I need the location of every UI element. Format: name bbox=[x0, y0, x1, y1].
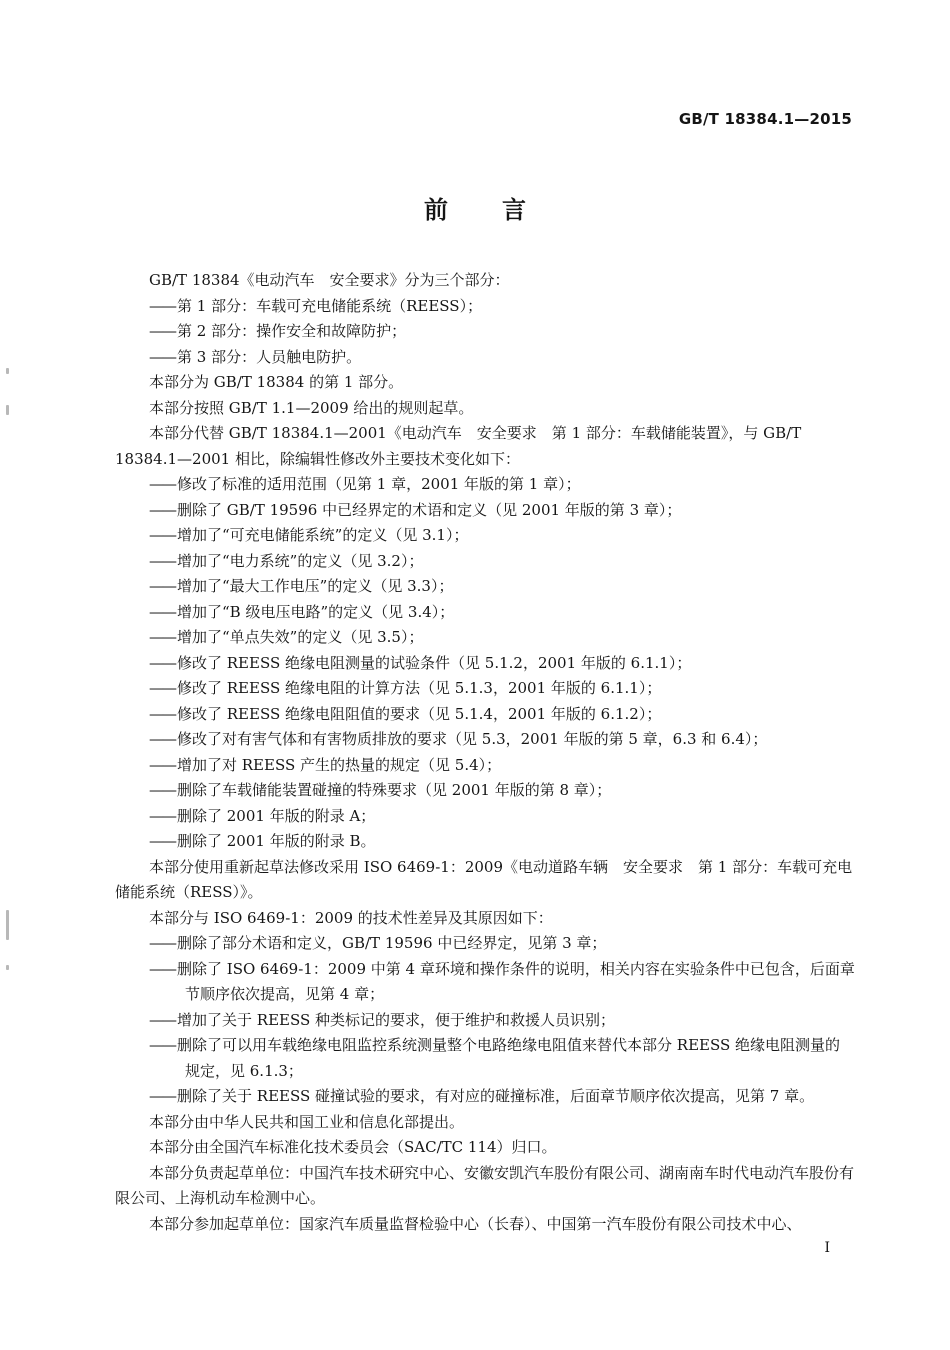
list-item: —— 修改了标准的适用范围（见第 1 章，2001 年版的第 1 章）； bbox=[115, 472, 855, 498]
list-item: —— 修改了 REESS 绝缘电阻测量的试验条件（见 5.1.2，2001 年版的 6.1.1）； bbox=[115, 651, 855, 677]
scan-artifact bbox=[6, 405, 9, 415]
list-item: —— 删除了 ISO 6469-1：2009 中第 4 章环境和操作条件的说明，相关内容在实验条件中已包含，后面章节顺序依次提高，见第 4 章； bbox=[115, 957, 855, 1008]
list-item: —— 删除了 2001 年版的附录 B。 bbox=[115, 829, 855, 855]
list-item: —— 删除了关于 REESS 碰撞试验的要求，有对应的碰撞标准，后面章节顺序依次提高，见第 7 章。 bbox=[115, 1084, 855, 1110]
scan-artifact bbox=[6, 910, 9, 940]
paragraph: 本部分与 ISO 6469-1：2009 的技术性差异及其原因如下： bbox=[149, 908, 553, 927]
list-item: —— 修改了 REESS 绝缘电阻的计算方法（见 5.1.3，2001 年版的 6.1.1）； bbox=[115, 676, 855, 702]
list-item: —— 增加了“单点失效”的定义（见 3.5）； bbox=[115, 625, 855, 651]
list-item: —— 修改了对有害气体和有害物质排放的要求（见 5.3，2001 年版的第 5 章，6.3 和 6.4）； bbox=[115, 727, 855, 753]
paragraph: 本部分使用重新起草法修改采用 ISO 6469-1：2009《电动道路车辆 安全要求 第 1 部分：车载可充电储能系统（RESS）》。 bbox=[115, 857, 853, 901]
paragraph: 本部分负责起草单位：中国汽车技术研究中心、安徽安凯汽车股份有限公司、湖南南车时代电动汽车股份有限公司、上海机动车检测中心。 bbox=[115, 1163, 855, 1207]
list-item: —— 增加了对 REESS 产生的热量的规定（见 5.4）； bbox=[115, 753, 855, 779]
scan-artifact bbox=[6, 965, 9, 970]
page-number: I bbox=[824, 1240, 830, 1256]
title-char: 前 bbox=[424, 196, 448, 224]
list-item: —— 增加了“电力系统”的定义（见 3.2）； bbox=[115, 549, 855, 575]
list-item: —— 修改了 REESS 绝缘电阻阻值的要求（见 5.1.4，2001 年版的 6.1.2）； bbox=[115, 702, 855, 728]
list-item: —— 增加了关于 REESS 种类标记的要求，便于维护和救援人员识别； bbox=[115, 1008, 855, 1034]
paragraph: 本部分按照 GB/T 1.1—2009 给出的规则起草。 bbox=[149, 398, 474, 417]
title-char: 言 bbox=[502, 196, 526, 224]
list-item: —— 第 3 部分：人员触电防护。 bbox=[115, 345, 855, 371]
paragraph: GB/T 18384《电动汽车 安全要求》分为三个部分： bbox=[149, 271, 510, 289]
list-item: —— 删除了部分术语和定义，GB/T 19596 中已经界定，见第 3 章； bbox=[115, 931, 855, 957]
list-item: —— 删除了车载储能装置碰撞的特殊要求（见 2001 年版的第 8 章）； bbox=[115, 778, 855, 804]
page-title bbox=[0, 190, 950, 225]
list-item: —— 删除了 2001 年版的附录 A； bbox=[115, 804, 855, 830]
list-item: —— 第 2 部分：操作安全和故障防护； bbox=[115, 319, 855, 345]
list-item: —— 删除了 GB/T 19596 中已经界定的术语和定义（见 2001 年版的第 3 章）； bbox=[115, 498, 855, 524]
paragraph: 本部分代替 GB/T 18384.1—2001《电动汽车 安全要求 第 1 部分：车载储能装置》，与 GB/T 18384.1—2001 相比，除编辑性修改外主要技术变化如下： bbox=[115, 424, 802, 468]
list-item: —— 增加了“最大工作电压”的定义（见 3.3）； bbox=[115, 574, 855, 600]
list-item: —— 增加了“可充电储能系统”的定义（见 3.1）； bbox=[115, 523, 855, 549]
paragraph: 本部分由全国汽车标准化技术委员会（SAC/TC 114）归口。 bbox=[149, 1138, 557, 1156]
list-item: —— 删除了可以用车载绝缘电阻监控系统测量整个电路绝缘电阻值来替代本部分 REESS 绝缘电阻测量的规定，见 6.1.3； bbox=[115, 1033, 855, 1084]
standard-code: GB/T 18384.1—2015 bbox=[678, 110, 852, 128]
scan-artifact bbox=[6, 368, 9, 374]
paragraph: 本部分为 GB/T 18384 的第 1 部分。 bbox=[149, 373, 404, 391]
foreword-body bbox=[115, 268, 855, 1237]
paragraph: 本部分参加起草单位：国家汽车质量监督检验中心（长春）、中国第一汽车股份有限公司技术中心、 bbox=[149, 1214, 802, 1233]
paragraph: 本部分由中华人民共和国工业和信息化部提出。 bbox=[149, 1112, 465, 1131]
list-item: —— 第 1 部分：车载可充电储能系统（REESS）； bbox=[115, 294, 855, 320]
list-item: —— 增加了“B 级电压电路”的定义（见 3.4）； bbox=[115, 600, 855, 626]
